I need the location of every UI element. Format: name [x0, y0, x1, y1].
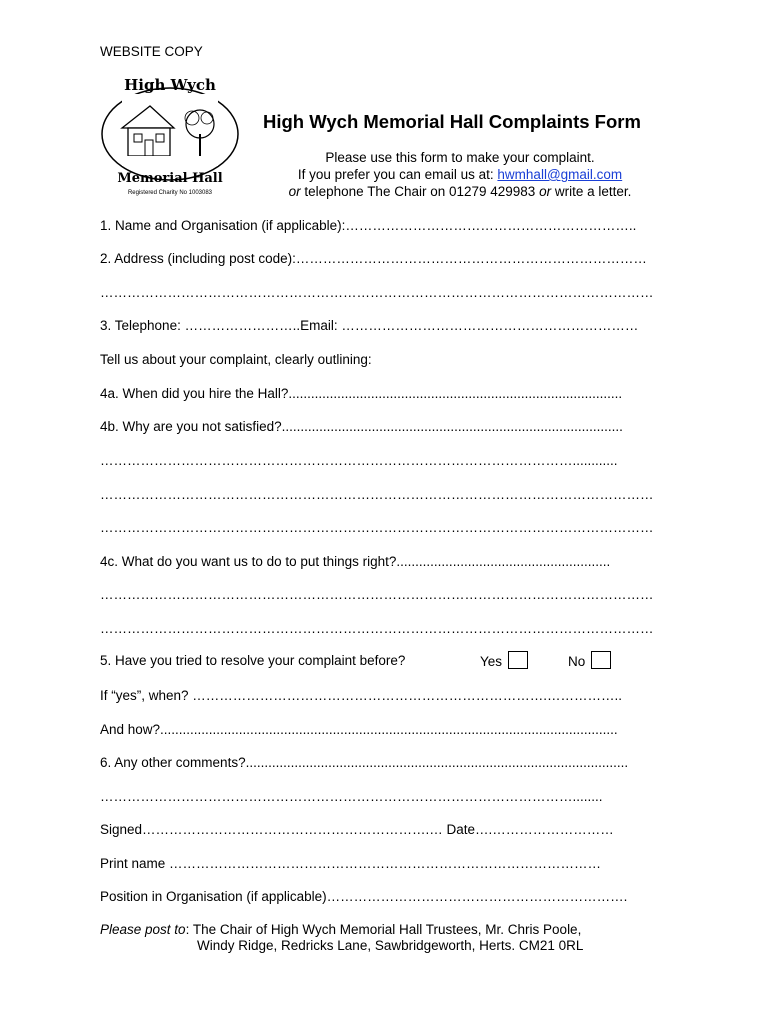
intro-line-3-mid: telephone The Chair on 01279 429983 [300, 184, 540, 199]
post-to-address-1: : The Chair of High Wych Memorial Hall Trustees, Mr. Chris Poole, [185, 922, 582, 937]
logo-charity-text: Registered Charity No 1003083 [127, 190, 213, 196]
q2-address-continued[interactable]: …………………………………………………………………………………………………………… [100, 285, 654, 300]
q4c-line-2[interactable]: …………………………………………………………………………………………………………… [100, 621, 654, 636]
q5-no-label: No [568, 654, 586, 669]
position-field[interactable]: Position in Organisation (if applicable)…………………………………………………………. [100, 889, 628, 904]
q4b-line-1[interactable]: ……………………………………………………………………………………………............ [100, 453, 618, 468]
q1-name-field[interactable]: 1. Name and Organisation (if applicable):……………………………………………………….. [100, 218, 637, 233]
or-text: or [288, 184, 301, 199]
page-title: High Wych Memorial Hall Complaints Form [263, 111, 641, 132]
q4b-line-3[interactable]: …………………………………………………………………………………………………………… [100, 520, 654, 535]
q2-address-field[interactable]: 2. Address (including post code):…………………………………………………………………… [100, 251, 647, 266]
q4c-put-right-field[interactable]: 4c. What do you want us to do to put things right?......................................................... [100, 554, 611, 569]
q4b-line-2[interactable]: …………………………………………………………………………………………………………… [100, 487, 654, 502]
website-copy-label: WEBSITE COPY [100, 44, 203, 59]
q5-yes-label: Yes [480, 654, 503, 669]
q5-no-option [568, 651, 611, 669]
q3-telephone-email-field[interactable]: 3. Telephone: ……………………..Email: ………………………………………………………… [100, 318, 639, 333]
intro-line-1: Please use this form to make your complaint. [325, 150, 595, 165]
or-text-2: or [539, 184, 552, 199]
and-how-field[interactable]: And how?.......................................................................................................................... [100, 722, 618, 737]
q4b-not-satisfied-field[interactable]: 4b. Why are you not satisfied?........................................................................................... [100, 419, 623, 434]
post-to-address-2: Windy Ridge, Redricks Lane, Sawbridgeworth, Herts. CM21 0RL [197, 938, 584, 953]
intro-line-2-prefix: If you prefer you can email us at: [297, 167, 498, 182]
signed-date-field[interactable]: Signed……………………………………………………….… Date….……………………… [100, 822, 614, 837]
q5-yes-checkbox[interactable] [508, 651, 528, 669]
intro-line-3 [270, 184, 650, 199]
memorial-hall-logo [100, 68, 240, 200]
post-to-line-1 [100, 922, 581, 937]
q5-no-checkbox[interactable] [591, 651, 611, 669]
q6-comments-field[interactable]: 6. Any other comments?...................................................................................................... [100, 755, 629, 770]
logo-top-text: High Wych [124, 76, 216, 94]
q5-question: 5. Have you tried to resolve your complaint before? [100, 653, 406, 668]
email-link[interactable]: hwmhall@gmail.com [497, 167, 623, 182]
print-name-field[interactable]: Print name …………………………………………………………………………………… [100, 856, 602, 871]
intro-line-3-end: write a letter. [551, 184, 632, 199]
q4c-line-1[interactable]: …………………………………………………………………………………………………………… [100, 587, 654, 602]
tell-us-heading: Tell us about your complaint, clearly outlining: [100, 352, 372, 367]
logo-bottom-text: Memorial Hall [117, 171, 223, 186]
intro-line-2 [270, 167, 650, 182]
q5-yes-option [480, 651, 528, 669]
if-yes-when-field[interactable]: If “yes”, when? …………………………………………………………………….…………….. [100, 688, 623, 703]
post-to-label: Please post to [100, 922, 186, 937]
q6-line-1[interactable]: ……………………………………………………………………………………………........ [100, 789, 603, 804]
q4a-hire-date-field[interactable]: 4a. When did you hire the Hall?......................................................................................... [100, 386, 623, 401]
